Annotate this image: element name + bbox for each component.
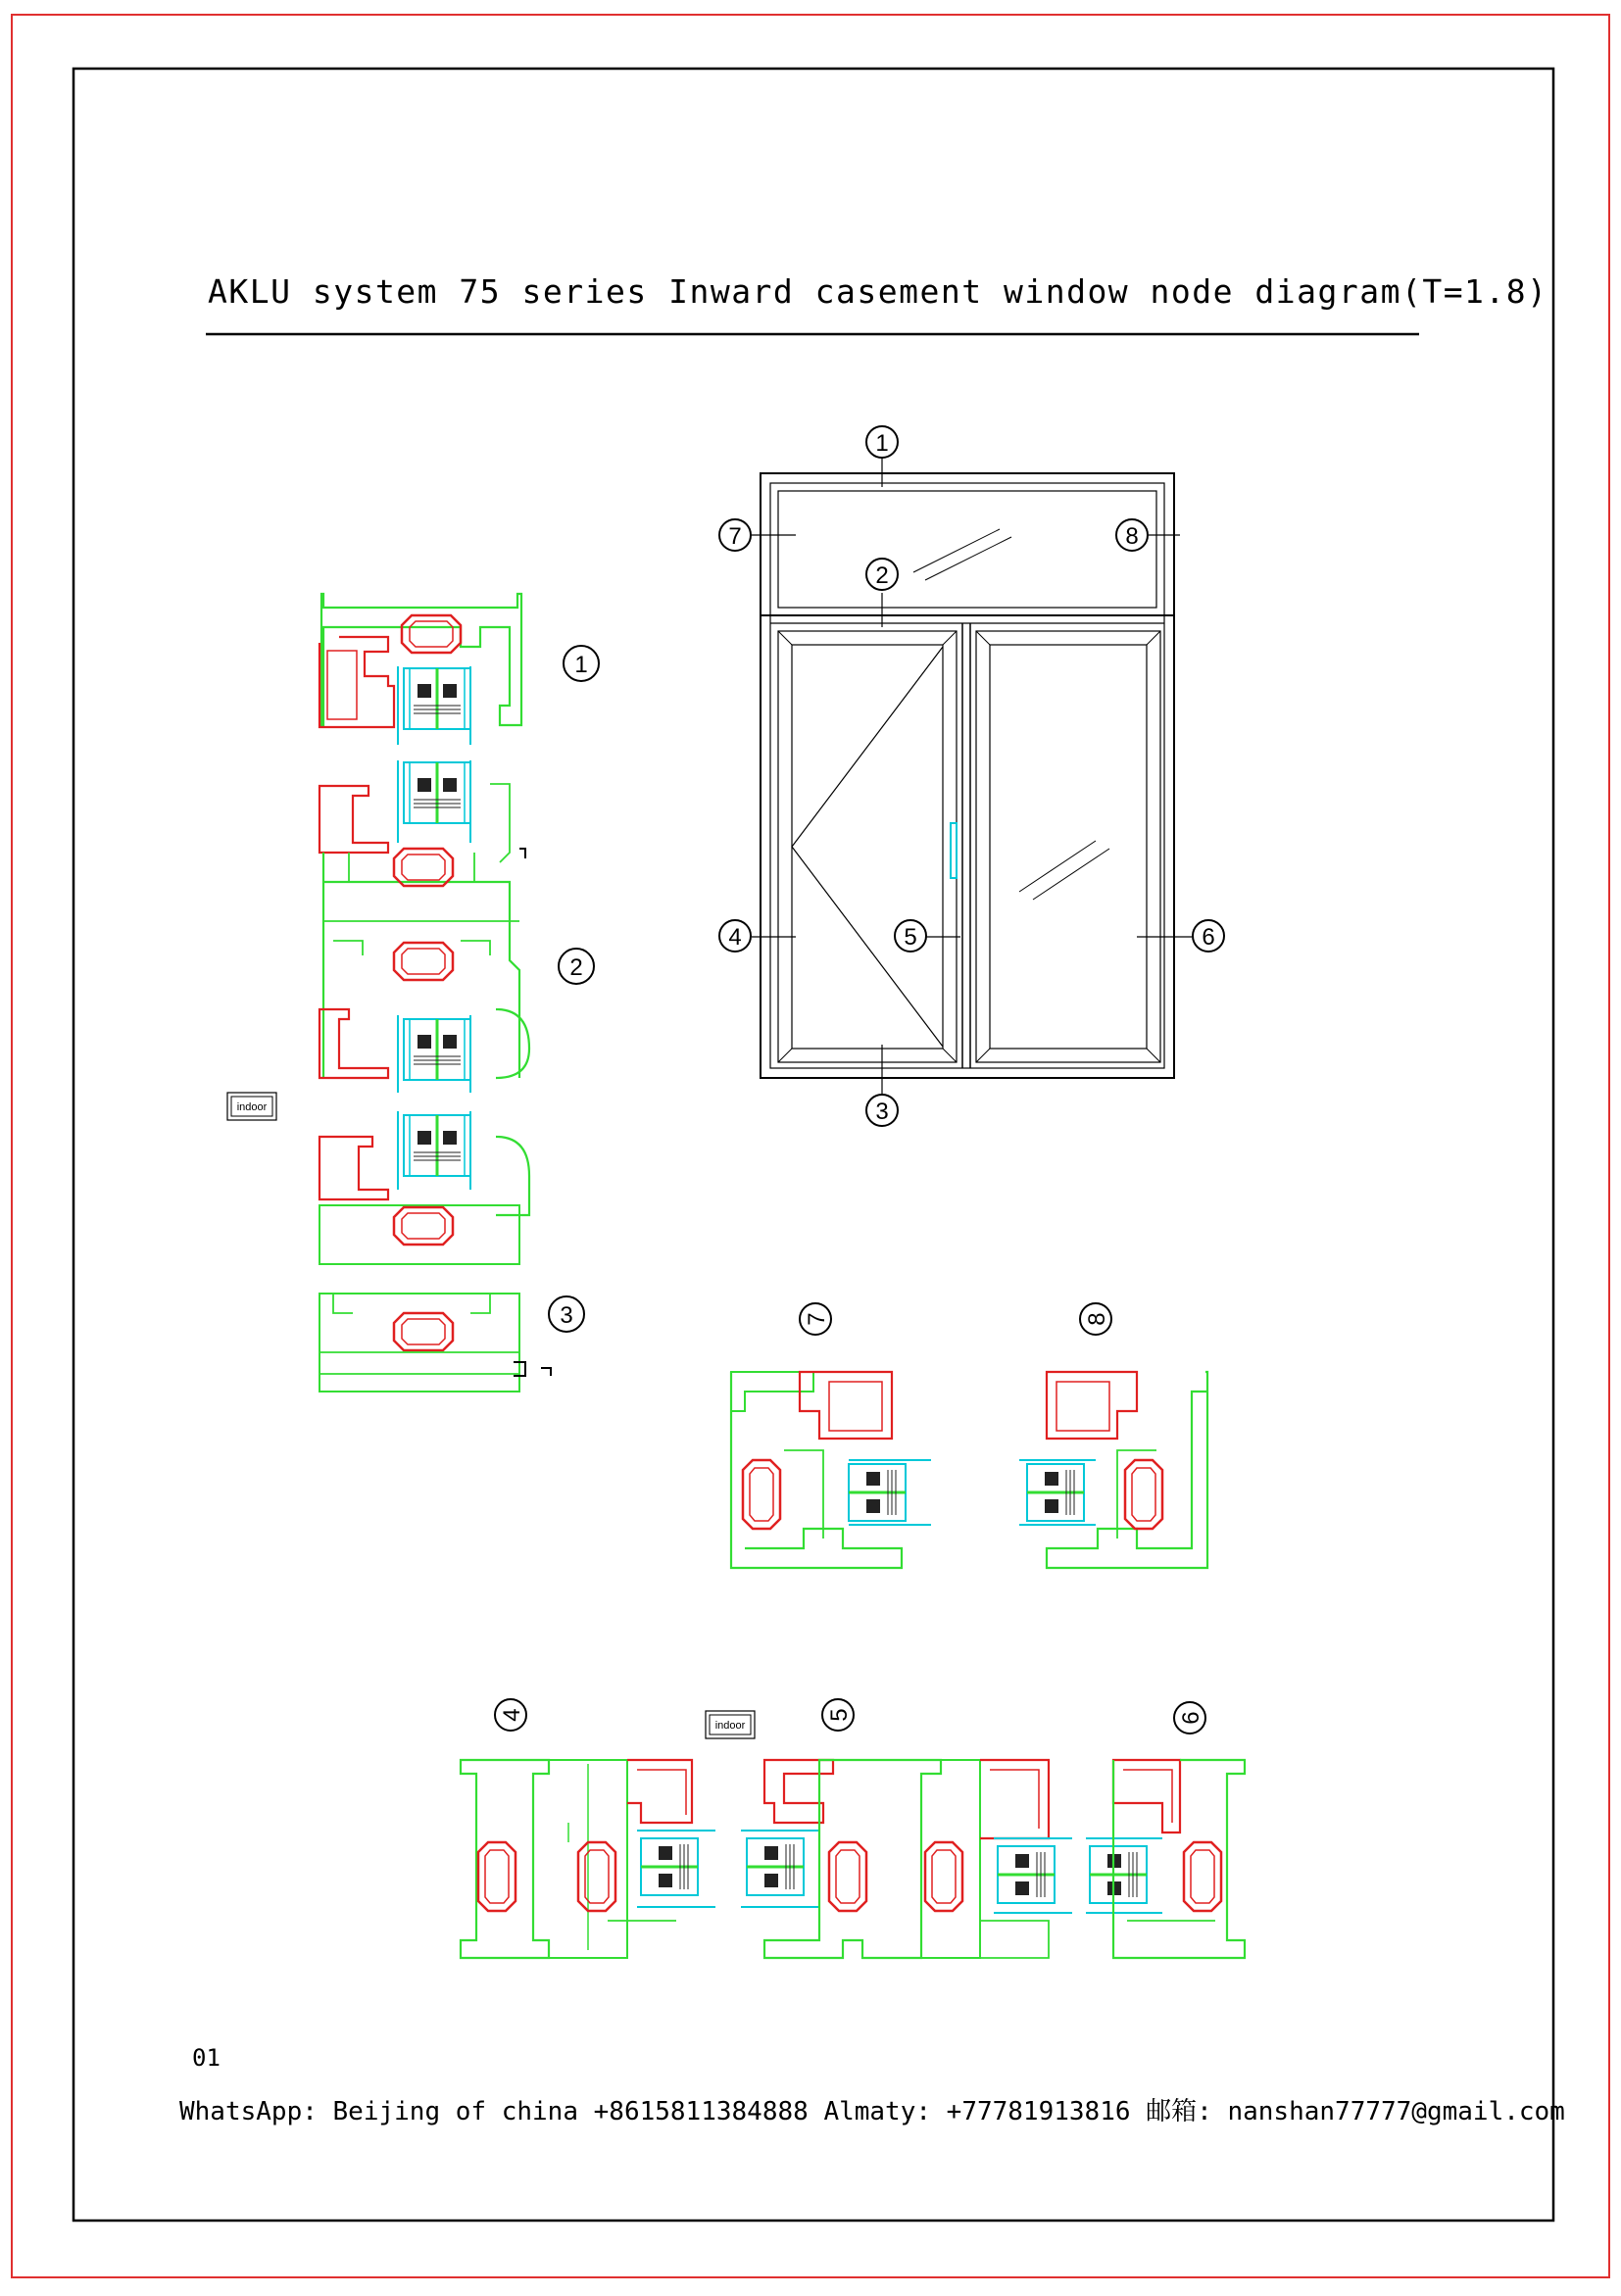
indoor-text-left: indoor <box>236 1101 268 1113</box>
vertical-section <box>319 594 551 1392</box>
callout-4-elev-label: 4 <box>728 924 742 951</box>
callout-7-section-label: 7 <box>804 1312 830 1326</box>
node-8-section <box>1019 1372 1207 1568</box>
callout-3-elev-label: 3 <box>875 1099 889 1125</box>
horizontal-section <box>461 1760 1245 1958</box>
callout-5-elev-label: 5 <box>904 924 917 951</box>
node-7-section <box>731 1372 931 1568</box>
contact-info: WhatsApp: Beijing of china +8615811384888 Almaty: +77781913816 邮箱: nanshan77777@gmail.com <box>179 2097 1565 2126</box>
callout-3-section-label: 3 <box>560 1302 573 1329</box>
callout-6-section-label: 6 <box>1178 1711 1204 1725</box>
callout-2-elev-label: 2 <box>875 562 889 589</box>
callout-5-section-label: 5 <box>826 1708 853 1722</box>
page-title: AKLU system 75 series Inward casement window node diagram(T=1.8) <box>208 272 1548 311</box>
callout-7-elev-label: 7 <box>728 523 742 550</box>
drawing-frame <box>74 69 1553 2221</box>
callout-8-elev-label: 8 <box>1125 523 1139 550</box>
outer-border <box>12 15 1609 2277</box>
window-elevation <box>752 457 1192 1095</box>
callout-1-section-label: 1 <box>574 652 588 678</box>
indoor-text-bottom: indoor <box>714 1720 746 1732</box>
callout-6-elev-label: 6 <box>1202 924 1215 951</box>
indoor-label-left <box>227 1093 276 1120</box>
callout-4-section-label: 4 <box>499 1708 525 1722</box>
callout-2-section-label: 2 <box>569 954 583 981</box>
callout-1-elev-label: 1 <box>875 430 889 457</box>
callout-8-section-label: 8 <box>1084 1312 1110 1326</box>
page-number: 01 <box>192 2044 221 2072</box>
indoor-label-bottom <box>706 1711 755 1738</box>
